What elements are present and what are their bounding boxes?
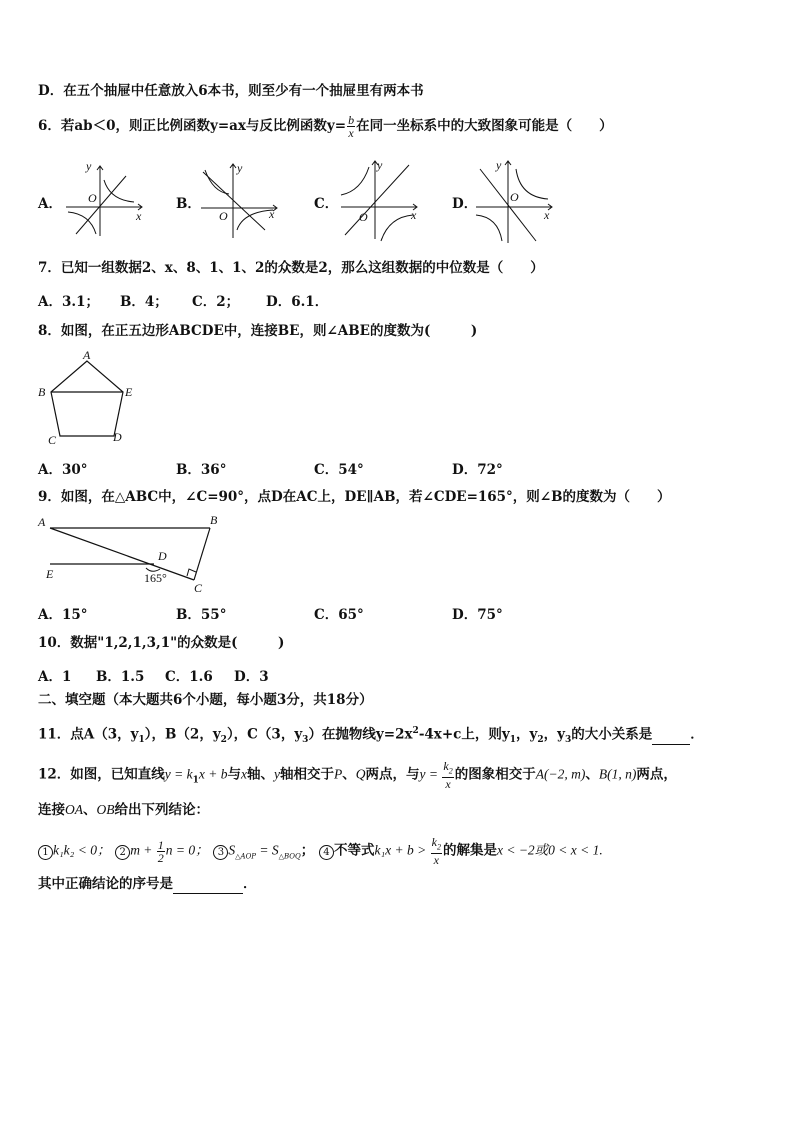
q6-fraction: $\frac{b}{x}$ <box>348 113 355 140</box>
q9-triangle-figure <box>34 512 230 596</box>
q8-label-c: C <box>48 433 57 446</box>
q8-label-e: E <box>125 385 133 399</box>
q10-option-b[interactable]: B．1.5 <box>96 669 145 685</box>
q12-answer-line: 其中正确结论的序号是 ． <box>38 876 257 892</box>
q6c-y-label: y <box>377 158 383 172</box>
q9-option-d[interactable]: D．75° <box>452 607 503 623</box>
q10-option-d[interactable]: D．3 <box>234 669 269 685</box>
q9-label-c: C <box>194 581 203 595</box>
q7-option-a[interactable]: A．3.1； <box>38 294 99 310</box>
q8-option-c[interactable]: C．54° <box>314 462 364 478</box>
q11-stem: 11．点A（3，$y_1$），B（2，$y_2$），C（3，$y_3$）在抛物线$y=2x^2-4x+c$上，则$y_1$，$y_2$，$y_3$的大小关系是 ． <box>38 726 704 746</box>
q12-stem-line2: 连接OA、OB给出下列结论： <box>38 802 209 818</box>
q8-option-d[interactable]: D．72° <box>452 462 503 478</box>
q8-label-b: B <box>38 385 46 399</box>
q8-option-b[interactable]: B．36° <box>176 462 227 478</box>
q6d-origin: O <box>510 190 519 204</box>
q11-answer-blank[interactable] <box>652 726 690 745</box>
q6-option-a[interactable]: A． <box>38 196 62 212</box>
q6d-x-label: x <box>544 208 550 222</box>
q6d-y-label: y <box>496 158 502 172</box>
q9-option-c[interactable]: C．65° <box>314 607 364 623</box>
q8-stem: 8．如图，在正五边形ABCDE中，连接BE，则∠ABE的度数为( ) <box>38 323 478 339</box>
q10-option-c[interactable]: C．1.6 <box>165 669 213 685</box>
q8-label-d: D <box>113 430 122 444</box>
q6-graph-c <box>335 155 427 243</box>
q9-label-d: D <box>158 549 167 563</box>
q12-answer-blank[interactable] <box>173 875 243 894</box>
q6-stem: 6．若ab＜0，则正比例函数y=ax与反比例函数y= $\frac{b}{x}$ 在同一坐标系中的大致图象可能是（ ） <box>38 113 613 140</box>
section-2-heading: 二、填空题（本大题共6个小题，每小题3分，共18分） <box>38 692 373 708</box>
conclusion-3-marker: 3 <box>213 845 228 860</box>
q6-graph-b <box>195 158 287 240</box>
q6a-origin: O <box>88 191 97 205</box>
q6-graph-a <box>60 158 152 240</box>
q10-stem: 10．数据"1,2,1,3,1"的众数是( ) <box>38 635 285 651</box>
q6-option-b[interactable]: B． <box>176 196 201 212</box>
q12-k2-fraction: $\frac{k_2}{x}$ <box>443 759 453 792</box>
q9-stem: 9．如图，在△ABC中，∠C=90°，点D在AC上，DE∥AB，若∠CDE=165°，则∠B的度数为（ ） <box>38 489 671 505</box>
q9-label-a: A <box>38 515 46 529</box>
q9-label-e: E <box>46 567 54 581</box>
q6a-y-label: y <box>86 159 92 173</box>
q9-option-a[interactable]: A．15° <box>38 607 88 623</box>
q7-option-c[interactable]: C．2； <box>192 294 240 310</box>
q6c-origin: O <box>359 210 368 224</box>
q5-option-d: D．在五个抽屉中任意放入6本书，则至少有一个抽屉里有两本书 <box>38 83 424 99</box>
q9-label-b: B <box>210 513 218 527</box>
q6b-origin: O <box>219 209 228 223</box>
q6-option-c[interactable]: C． <box>314 196 339 212</box>
q9-option-b[interactable]: B．55° <box>176 607 227 623</box>
conclusion-1-marker: 1 <box>38 845 53 860</box>
q7-option-b[interactable]: B．4； <box>120 294 168 310</box>
q6c-x-label: x <box>411 208 417 222</box>
q6b-x-label: x <box>269 207 275 221</box>
q6a-x-label: x <box>136 209 142 223</box>
q8-option-a[interactable]: A．30° <box>38 462 88 478</box>
q7-stem: 7．已知一组数据2、x、8、1、1、2的众数是2，那么这组数据的中位数是（ ） <box>38 260 544 276</box>
q8-label-a: A <box>83 348 91 362</box>
conclusion-4-marker: 4 <box>319 845 334 860</box>
q6b-y-label: y <box>237 161 243 175</box>
q12-conclusions: 1 k₁k₂ < 0； 2 m + $\frac{1}{2}$ n = 0； 3 $S_{\triangle AOP} = S_{\triangle BOQ}$； 4 不等式k₁x + b > $\frac{k_2}{x}$ 的解集是x < −2或0 < x < 1. <box>38 836 603 866</box>
q9-angle-label: 165° <box>144 571 167 585</box>
q6-option-d[interactable]: D． <box>452 196 478 212</box>
q7-option-d[interactable]: D．6.1． <box>266 294 329 310</box>
q8-pentagon-figure <box>34 348 140 446</box>
q12-stem-line1: 12．如图，已知直线$y = k_1x + b$与x轴、y轴相交于P、Q两点，与y = $\frac{k_2}{x}$ 的图象相交于A(−2, m)、B(1, n)两点， <box>38 759 677 792</box>
q6-graph-d <box>470 155 562 247</box>
q10-option-a[interactable]: A．1 <box>38 669 72 685</box>
conclusion-2-marker: 2 <box>115 845 130 860</box>
